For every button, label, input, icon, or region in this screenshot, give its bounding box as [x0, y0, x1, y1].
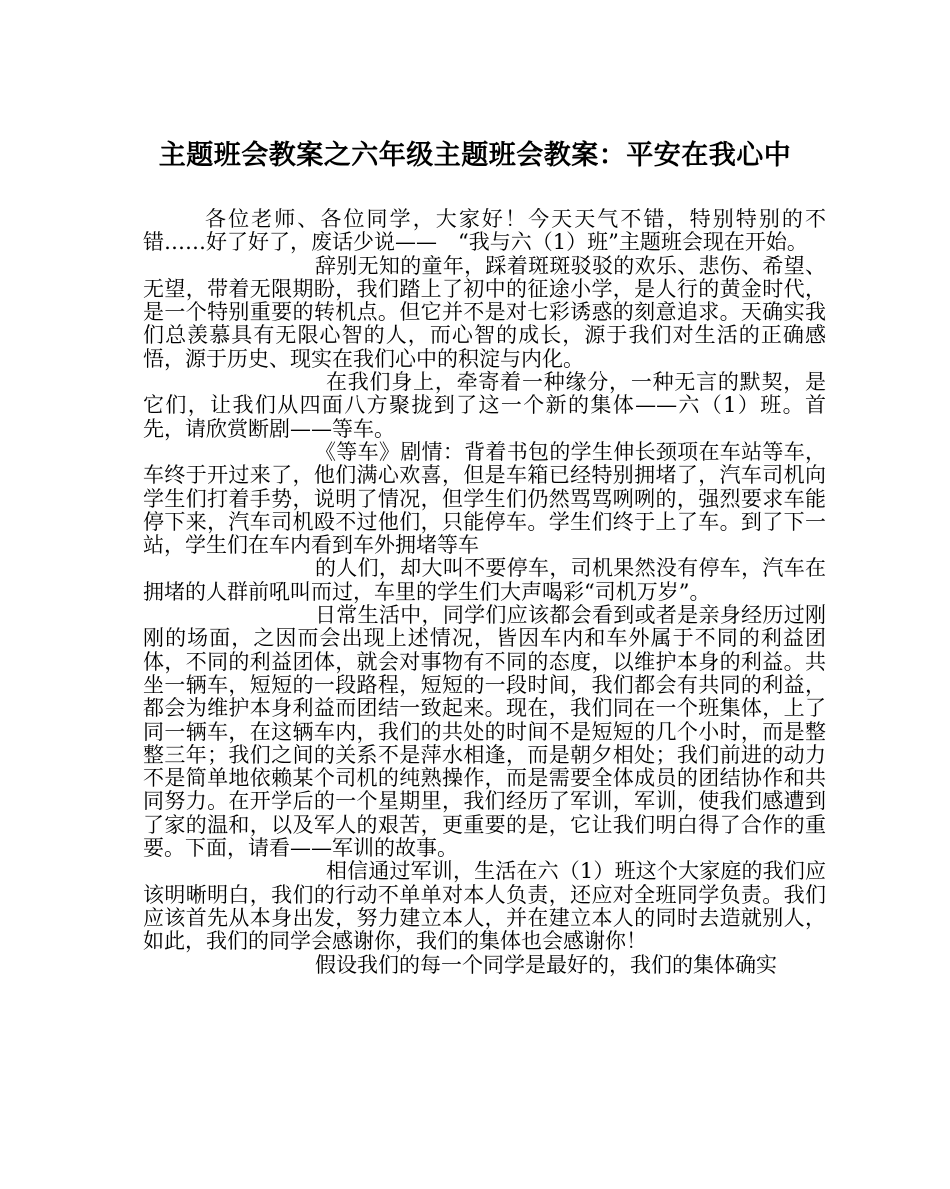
paragraph-greeting: 各位老师、各位同学，大家好！今天天气不错，特别特别的不错……好了好了，废话少说—— “我与六（1）班”主题班会现在开始。	[143, 207, 826, 255]
paragraph-military-training: 相信通过军训，生活在六（1）班这个大家庭的我们应该明晰明白，我们的行动不单单对本人负责，还应对全班同学负责。我们应该首先从本身出发，努力建立本人，并在建立本人的同时去造就别人，如此，我们的同学会感谢你，我们的集体也会感谢你！	[143, 859, 826, 954]
paragraph-play-plot: 《等车》剧情：背着书包的学生伸长颈项在车站等车，车终于开过来了，他们满心欢喜，但是车箱已经特别拥堵了，汽车司机向学生们打着手势，说明了情况，但学生们仍然骂骂咧咧的，强烈要求车能停下来，汽车司机殴不过他们，只能停车。学生们终于上了车。到了下一站，学生们在车内看到车外拥堵等车	[143, 439, 826, 558]
document-body	[143, 208, 826, 977]
paragraph-daily-life: 日常生活中，同学们应该都会看到或者是亲身经历过刚刚的场面，之因而会出现上述情况，皆因车内和车外属于不同的利益团体，不同的利益团体，就会对事物有不同的态度，以维护本身的利益。共坐一辆车，短短的一段路程，短短的一段时间，我们都会有共同的利益，都会为维护本身利益而团结一致起来。现在，我们同在一个班集体，上了同一辆车，在这辆车内，我们的共处的时间不是短短的几个小时，而是整整三年；我们之间的关系不是萍水相逢，而是朝夕相处；我们前进的动力不是简单地依赖某个司机的纯熟操作，而是需要全体成员的团结协作和共同努力。在开学后的一个星期里，我们经历了军训，军训，使我们感遭到了家的温和，以及军人的艰苦，更重要的是，它让我们明白得了合作的重要。下面，请看——军训的故事。	[143, 603, 826, 861]
document-title: 主题班会教案之六年级主题班会教案：平安在我心中	[158, 140, 792, 171]
paragraph-farewell-childhood: 辞别无知的童年，踩着斑斑驳驳的欢乐、悲伤、希望、无望，带着无限期盼，我们踏上了初中的征途小学，是人行的黄金时代，是一个特别重要的转机点。但它并不是对七彩诱惑的刻意追求。天确实我们总羡慕具有无限心智的人，而心智的成长，源于我们对生活的正确感悟，源于历史、现实在我们心中的积淀与内化。	[143, 253, 826, 371]
paragraph-closing: 假设我们的每一个同学是最好的，我们的集体确实	[315, 952, 777, 977]
paragraph-fate: 在我们身上，牵寄着一种缘分，一种无言的默契，是它们，让我们从四面八方聚拢到了这一个新的集体——六（1）班。首先，请欣赏断剧——等车。	[143, 370, 826, 441]
paragraph-play-ending: 的人们，却大叫不要停车，司机果然没有停车，汽车在拥堵的人群前吼叫而过，车里的学生们大声喝彩“司机万岁”。	[143, 556, 826, 604]
